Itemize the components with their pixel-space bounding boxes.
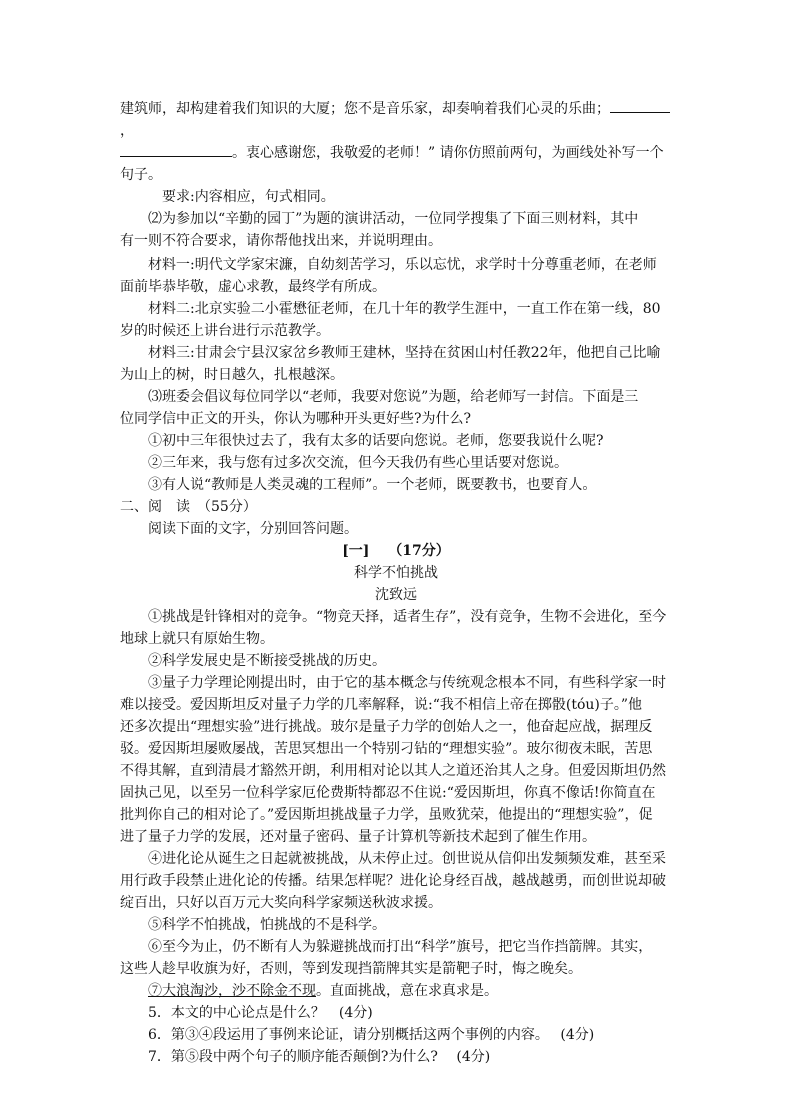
article-p1-line-2: 地球上就只有原始生物。 [120, 631, 274, 647]
material-1-line-1: 材料一:明代文学家宋濂，自幼刻苦学习，乐以忘忧，求学时十分尊重老师，在老师 [148, 257, 657, 273]
section-2-instruction: 阅读下面的文字，分别回答问题。 [148, 521, 358, 537]
q2-line-1: ⑵为参加以“辛勤的园丁”为题的演讲活动，一位同学搜集了下面三则材料，其中 [148, 211, 639, 227]
article-p3-line-3: 还多次提出“理想实验”进行挑战。玻尔是量子力学的创始人之一，他奋起应战，据理反 [120, 719, 653, 735]
article-p1-line-1: ①挑战是针锋相对的竞争。“物竞天择，适者生存”，没有竞争，生物不会进化，至今 [148, 609, 667, 625]
q3-option-2: ②三年来，我与您有过多次交流，但今天我仍有些心里话要对您说。 [148, 455, 568, 471]
q2-line-2: 有一则不符合要求，请你帮他找出来，并说明理由。 [120, 233, 442, 249]
article-p6-line-2: 这些人趁早收旗为好，否则，等到发现挡箭牌其实是箭靶子时，悔之晚矣。 [120, 961, 582, 977]
article-p4-line-1: ④进化论从诞生之日起就被挑战，从未停止过。创世说从信仰出发频频发难，甚至采 [148, 851, 666, 867]
section-2-title: 二、阅 读 （55分） [120, 499, 257, 515]
poem-line-2-text: ， [120, 123, 134, 139]
poem-line-1 [120, 98, 672, 120]
poem-line-1-text: 建筑师，却构建着我们知识的大厦；您不是音乐家，却奏响着我们心灵的乐曲； [120, 101, 610, 117]
article-p7-rest: 。直面挑战，意在求真求是。 [316, 983, 498, 999]
fill-blank-2[interactable] [120, 142, 232, 157]
material-1-line-2: 面前毕恭毕敬，虚心求教，最终学有所成。 [120, 279, 386, 295]
q3-line-2: 位同学信中正文的开头，你认为哪种开头更好些?为什么? [120, 411, 472, 427]
article-p3-line-4: 驳。爱因斯坦屡败屡战，苦思冥想出一个特别刁钻的“理想实验”。玻尔彻夜未眠，苦思 [120, 741, 653, 757]
article-p3-line-1: ③量子力学理论刚提出时，由于它的基本概念与传统观念根本不同，有些科学家一时 [148, 675, 666, 691]
q3-option-3: ③有人说“教师是人类灵魂的工程师”。一个老师，既要教书，也要育人。 [148, 477, 597, 493]
article-p7 [148, 980, 672, 1002]
poem-line-3-text: 。衷心感谢您，我敬爱的老师！” 请你仿照前两句，为画线处补写一个 [232, 145, 664, 161]
poem-line-4 [120, 164, 672, 186]
q3-option-1: ①初中三年很快过去了，我有太多的话要向您说。老师，您要我说什么呢? [148, 433, 604, 449]
material-3-line-2: 为山上的树，时日越久，扎根越深。 [120, 367, 344, 383]
article-p4-line-2: 用行政手段禁止进化论的传播。结果怎样呢？进化论身经百战，越战越勇，而创世说却破 [120, 873, 666, 889]
poem-line-3 [120, 142, 672, 164]
q3-line-1: ⑶班委会倡议每位同学以“老师，我要对您说”为题，给老师写一封信。下面是三 [148, 389, 639, 405]
article-p3-line-8: 进了量子力学的发展，还对量子密码、量子计算机等新技术起到了催生作用。 [120, 829, 596, 845]
fill-blank-1[interactable] [610, 98, 670, 113]
article-p3-line-7: 批判你自己的相对论了。”爱因斯坦挑战量子力学，虽败犹荣，他提出的“理想实验”，促 [120, 807, 653, 823]
poem-line-4-text: 句子。 [120, 167, 162, 183]
part-1-title: [一] （17分） [342, 543, 450, 559]
question-7: 7．第⑤段中两个句子的顺序能否颠倒?为什么? (4分) [148, 1049, 491, 1065]
article-p3-line-5: 不得其解，直到清晨才豁然开朗，利用相对论以其人之道还治其人之身。但爱因斯坦仍然 [120, 763, 666, 779]
article-p3-line-2: 难以接受。爱因斯坦反对量子力学的几率解释，说:“我不相信上帝在掷骰(tóu)子。”他 [120, 697, 643, 713]
article-p6-line-1: ⑥至今为止，仍不断有人为躲避挑战而打出“科学”旗号，把它当作挡箭牌。其实， [148, 939, 653, 955]
article-author: 沈致远 [375, 587, 417, 603]
article-title: 科学不怕挑战 [354, 565, 438, 581]
question-5: 5．本文的中心论点是什么？ (4分) [148, 1005, 373, 1021]
article-p7-underlined: ⑦大浪淘沙，沙不除金不现 [148, 983, 316, 999]
article-p5: ⑤科学不怕挑战，怕挑战的不是科学。 [148, 917, 386, 933]
article-p4-line-3: 绽百出，只好以百万元大奖向科学家频送秋波求援。 [120, 895, 442, 911]
article-p3-line-6: 固执己见，以至另一位科学家厄伦费斯特都忍不住说:“爱因斯坦，你真不像话!你简直在 [120, 785, 656, 801]
poem-line-2 [120, 120, 672, 142]
material-2-line-1: 材料二:北京实验二小霍懋征老师，在几十年的教学生涯中，一直工作在第一线，80 [148, 301, 661, 317]
q1-requirement: 要求:内容相应，句式相同。 [162, 189, 335, 205]
question-6: 6．第③④段运用了事例来论证，请分别概括这两个事例的内容。 (4分) [148, 1027, 595, 1043]
material-3-line-1: 材料三:甘肃会宁县汉家岔乡教师王建林，坚持在贫困山村任教22年，他把自己比喻 [148, 345, 661, 361]
article-p2: ②科学发展史是不断接受挑战的历史。 [148, 653, 386, 669]
material-2-line-2: 岁的时候还上讲台进行示范教学。 [120, 323, 330, 339]
